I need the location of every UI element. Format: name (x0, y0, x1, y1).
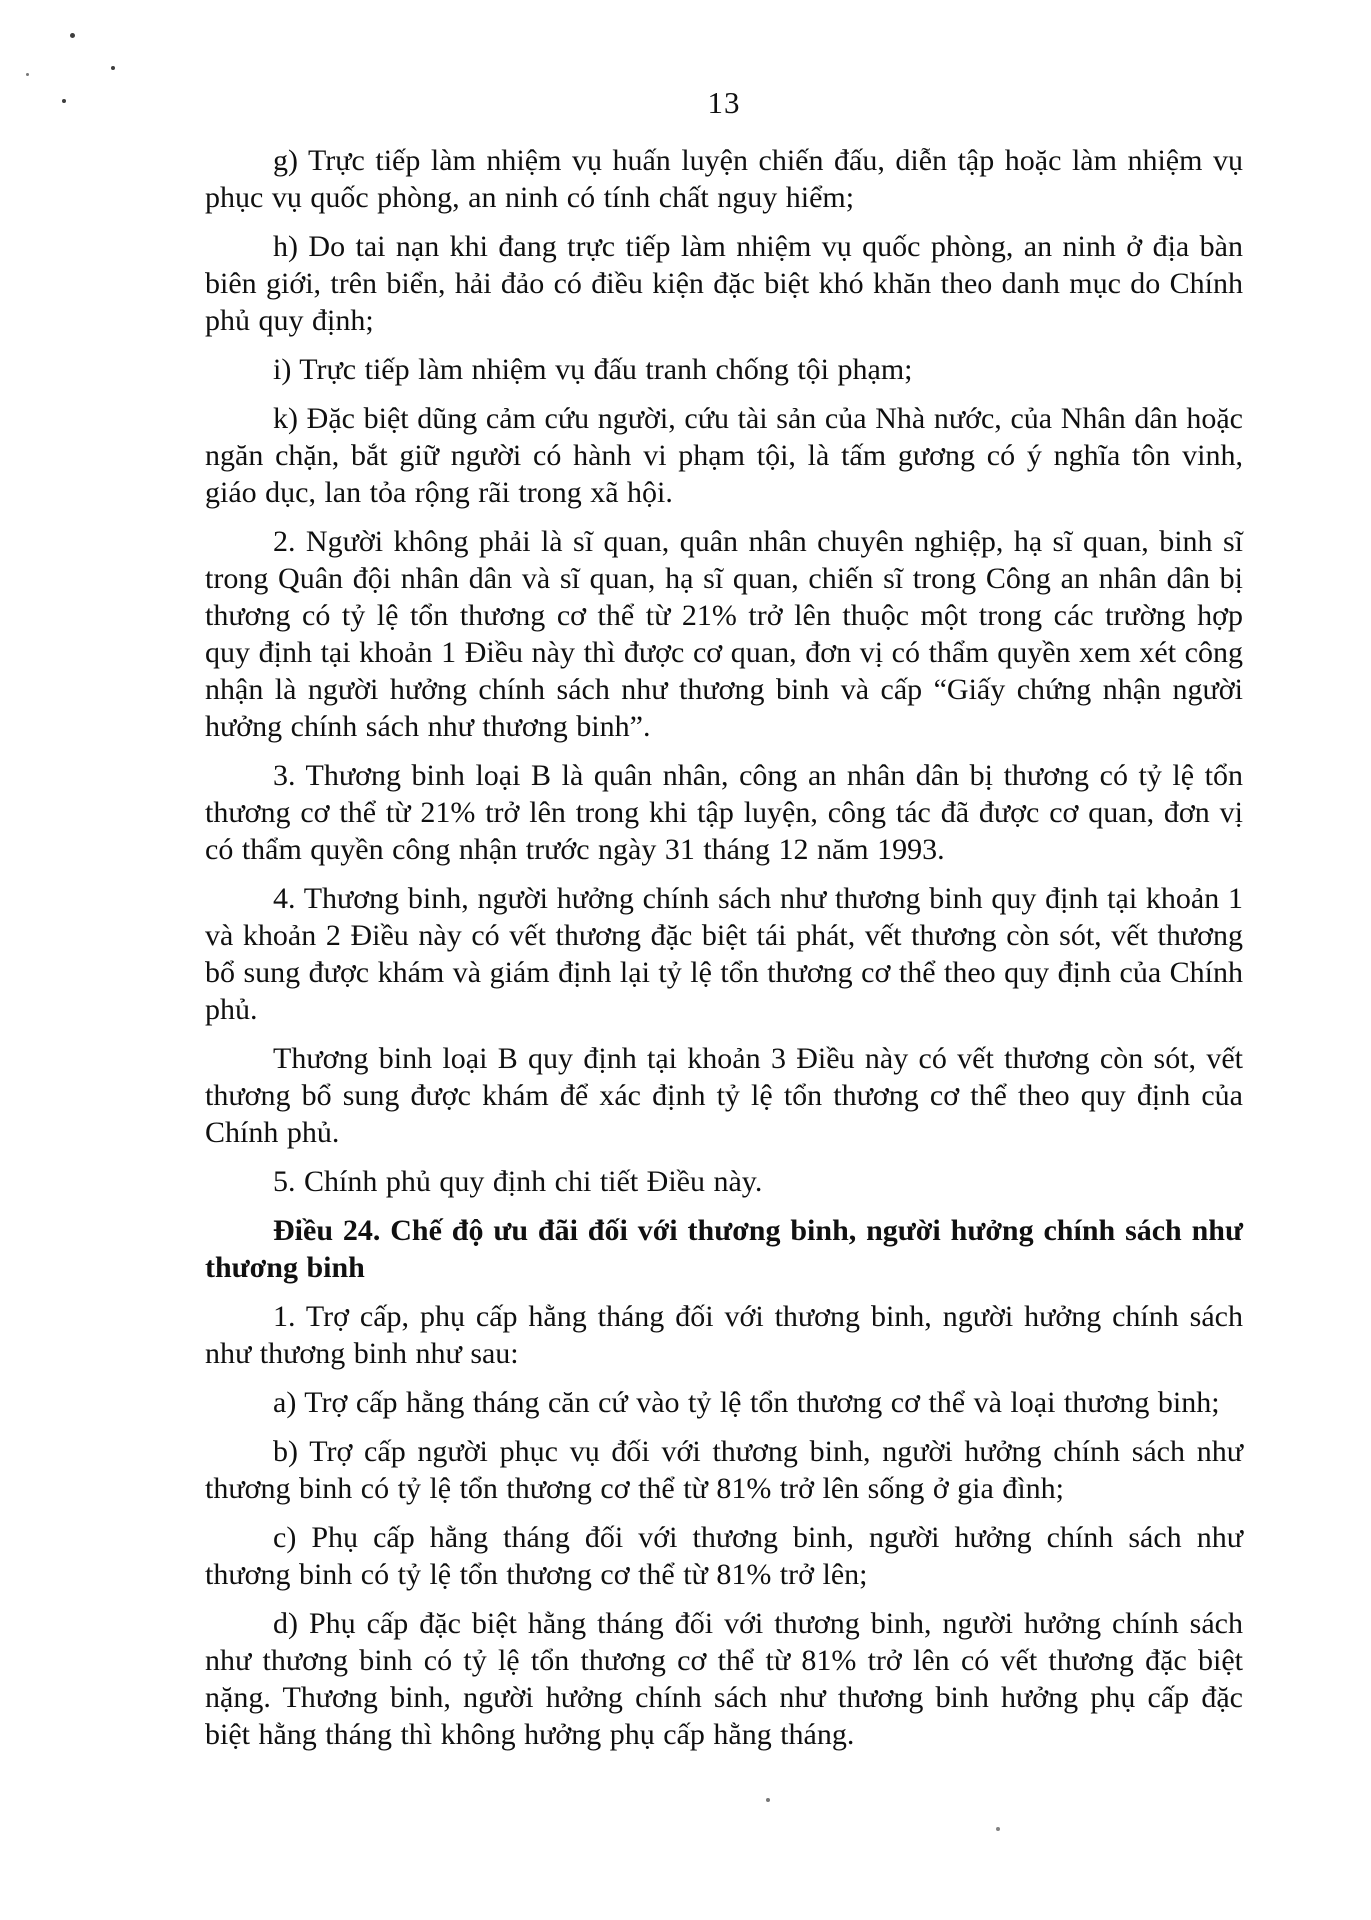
article-24-heading: Điều 24. Chế độ ưu đãi đối với thương binh, người hưởng chính sách như thương binh (205, 1214, 1243, 1284)
paragraph-clause-3: 3. Thương binh loại B là quân nhân, công an nhân dân bị thương có tỷ lệ tổn thương cơ thể từ 21% trở lên trong khi tập luyện, công tác đã được cơ quan, đơn vị có thẩm quyền công nhận trước ngày 31 tháng 12 năm 1993. (205, 759, 1243, 866)
paragraph-point-b: b) Trợ cấp người phục vụ đối với thương binh, người hưởng chính sách như thương binh có tỷ lệ tổn thương cơ thể từ 81% trở lên sống ở gia đình; (205, 1435, 1243, 1505)
paragraph-point-c: c) Phụ cấp hằng tháng đối với thương binh, người hưởng chính sách như thương binh có tỷ lệ tổn thương cơ thể từ 81% trở lên; (205, 1521, 1243, 1591)
scan-speck (26, 73, 29, 76)
scan-speck (70, 33, 75, 38)
scan-speck (996, 1827, 1000, 1831)
scan-speck (111, 66, 115, 70)
paragraph-point-g: g) Trực tiếp làm nhiệm vụ huấn luyện chiến đấu, diễn tập hoặc làm nhiệm vụ phục vụ quốc phòng, an ninh có tính chất nguy hiểm; (205, 144, 1243, 214)
paragraph-point-k: k) Đặc biệt dũng cảm cứu người, cứu tài sản của Nhà nước, của Nhân dân hoặc ngăn chặn, bắt giữ người có hành vi phạm tội, là tấm gương có ý nghĩa tôn vinh, giáo dục, lan tỏa rộng rãi trong xã hội. (205, 402, 1243, 509)
paragraph-point-d: d) Phụ cấp đặc biệt hằng tháng đối với thương binh, người hưởng chính sách như thương binh có tỷ lệ tổn thương cơ thể từ 81% trở lên có vết thương đặc biệt nặng. Thương binh, người hưởng chính sách như thương binh hưởng phụ cấp đặc biệt hằng tháng thì không hưởng phụ cấp hằng tháng. (205, 1607, 1243, 1751)
document-body (205, 0, 1243, 1753)
page-number: 13 (707, 85, 741, 120)
scan-speck (62, 99, 66, 103)
paragraph-clause-2: 2. Người không phải là sĩ quan, quân nhân chuyên nghiệp, hạ sĩ quan, binh sĩ trong Quân đội nhân dân và sĩ quan, hạ sĩ quan, chiến sĩ trong Công an nhân dân bị thương có tỷ lệ tổn thương cơ thể từ 21% trở lên thuộc một trong các trường hợp quy định tại khoản 1 Điều này thì được cơ quan, đơn vị có thẩm quyền xem xét công nhận là người hưởng chính sách như thương binh và cấp “Giấy chứng nhận người hưởng chính sách như thương binh”. (205, 525, 1243, 743)
paragraph-clause-4b: Thương binh loại B quy định tại khoản 3 Điều này có vết thương còn sót, vết thương bổ sung được khám để xác định tỷ lệ tổn thương cơ thể theo quy định của Chính phủ. (205, 1042, 1243, 1149)
scan-speck (766, 1798, 770, 1802)
paragraph-point-i: i) Trực tiếp làm nhiệm vụ đấu tranh chống tội phạm; (273, 353, 913, 386)
paragraph-point-a: a) Trợ cấp hằng tháng căn cứ vào tỷ lệ tổn thương cơ thể và loại thương binh; (273, 1386, 1220, 1419)
paragraph-point-h: h) Do tai nạn khi đang trực tiếp làm nhiệm vụ quốc phòng, an ninh ở địa bàn biên giới, trên biển, hải đảo có điều kiện đặc biệt khó khăn theo danh mục do Chính phủ quy định; (205, 230, 1243, 337)
paragraph-clause-5: 5. Chính phủ quy định chi tiết Điều này. (273, 1165, 763, 1198)
paragraph-clause-1: 1. Trợ cấp, phụ cấp hằng tháng đối với thương binh, người hưởng chính sách như thương binh như sau: (205, 1300, 1243, 1370)
paragraph-clause-4: 4. Thương binh, người hưởng chính sách như thương binh quy định tại khoản 1 và khoản 2 Điều này có vết thương đặc biệt tái phát, vết thương còn sót, vết thương bổ sung được khám và giám định lại tỷ lệ tổn thương cơ thể theo quy định của Chính phủ. (205, 882, 1243, 1026)
